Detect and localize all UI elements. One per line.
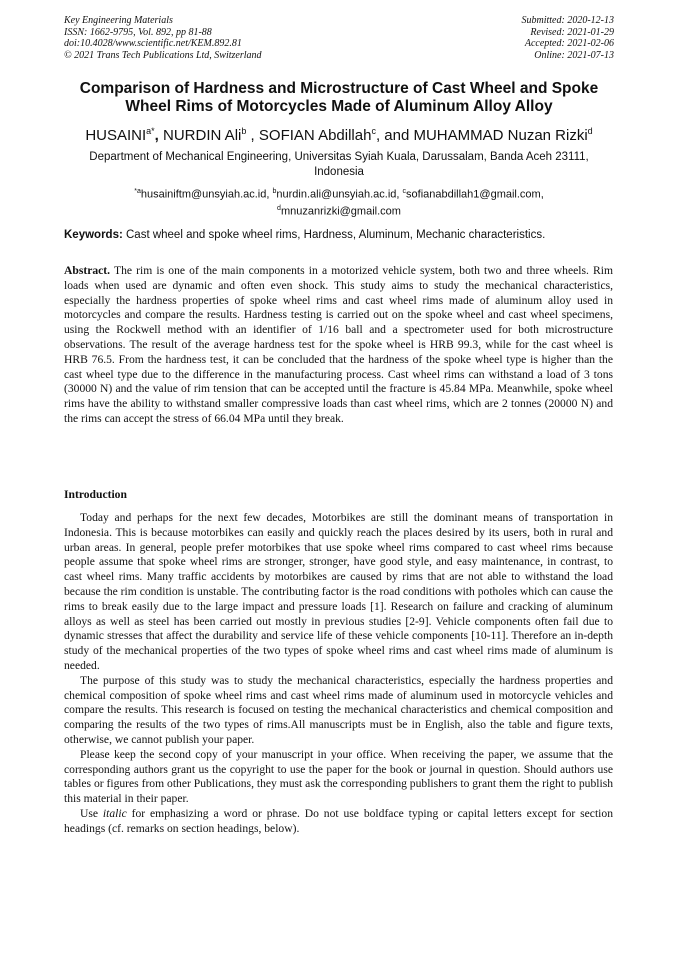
- email-link[interactable]: mnuzanrizki@gmail.com: [280, 205, 401, 218]
- email-mark: *a: [134, 188, 141, 195]
- introduction-body: [64, 511, 613, 837]
- keywords-text: Cast wheel and spoke wheel rims, Hardness, Aluminum, Mechanic characteristics.: [122, 229, 546, 241]
- paragraph: The purpose of this study was to study the mechanical characteristics, especially the hardness properties and chemical composition of spoke wheel rims and cast wheel rims made of aluminum used in motorcycle vehicles and compare the results. This research is focused on testing the mechanical characteristics and chemical composition and comparing the results of the two types of rims.All manuscripts must be in English, also the table and figure texts, otherwise, we cannot publish your paper.: [64, 673, 613, 746]
- author-name: SOFIAN Abdillah: [258, 127, 372, 144]
- email-link[interactable]: husainiftm@unsyiah.ac.id,: [140, 188, 273, 201]
- email-mark: c: [402, 188, 407, 195]
- author-affil-mark: a*: [146, 126, 155, 136]
- dates-header: [522, 15, 615, 61]
- paragraph: Please keep the second copy of your manuscript in your office. When receiving the paper, we assume that the corresponding authors grant us the copyright to use the paper for the book or journal in question. Should authors use tables or figures from other Publications, they must ask the corresponding publishers to grant them the right to publish this material in their paper.: [64, 747, 613, 806]
- abstract-text: The rim is one of the main components in a motorized vehicle system, both two and three wheels. Rim loads when used are dynamic and often even shock. This study aims to study the mechanical characteristics, especially the hardness properties of spoke wheel rims and cast wheel rims made of aluminum alloy used in motorcycles and compare the results. Hardness testing is carried out on the spoke wheel and cast wheel specimens, using the Rockwell method with an identifier of 1/16 ball and a spectrometer used for both microstructure observations. The result of the average hardness test for the spoke wheel is HRB 99.3, while for the cast wheel is HRB 76.5. From the hardness test, it can be concluded that the hardness of the spoke wheel type is higher than the cast wheel type due to the difference in the manufacturing process. Cast wheel rims can withstand a load of 3 tons (30000 N) and the value of rim tension that can be accepted until the fracture is 45.84 MPa. Meanwhile, spoke wheel rims have the ability to withstand smaller compressive loads than cast wheel rims, which are 2 tonnes (20000 N) and the rims can accept the stress of 66.04 MPa until they break.: [64, 264, 613, 425]
- submitted-date: Submitted: 2020-12-13: [521, 15, 614, 26]
- email-link[interactable]: nurdin.ali@unsyiah.ac.id,: [276, 188, 403, 201]
- author-affil-mark: d: [587, 126, 593, 136]
- email-mark: d: [277, 204, 281, 212]
- author-separator: ,: [154, 127, 164, 144]
- email-line: [60, 202, 618, 219]
- paragraph-text: for emphasizing a word or phrase. Do not use boldface typing or capital letters except for section headings (cf. remarks on section headings, below).: [64, 806, 613, 835]
- copyright-line: © 2021 Trans Tech Publications Ltd, Switzerland: [64, 49, 262, 61]
- online-date: Online: 2021-07-13: [534, 49, 614, 61]
- doi-line: doi:10.4028/www.scientific.net/KEM.892.81: [64, 38, 242, 49]
- email-line: [60, 185, 618, 202]
- author-name: NURDIN Ali: [163, 127, 242, 144]
- journal-name: Key Engineering Materials: [64, 15, 173, 26]
- paragraph: [64, 807, 613, 837]
- issn-line: ISSN: 1662-9795, Vol. 892, pp 81-88: [64, 26, 212, 38]
- email-link[interactable]: sofianabdillah1@gmail.com,: [406, 188, 544, 201]
- author-affil-mark: c: [371, 126, 376, 136]
- email-mark: b: [272, 188, 277, 195]
- title-line: Comparison of Hardness and Microstructure of Cast Wheel and Spoke: [79, 80, 599, 97]
- revised-date: Revised: 2021-01-29: [530, 26, 614, 38]
- accepted-date: Accepted: 2021-02-06: [524, 38, 614, 49]
- author-name: MUHAMMAD Nuzan Rizki: [413, 127, 588, 144]
- journal-header: [64, 15, 262, 61]
- section-heading-introduction: Introduction: [64, 488, 127, 501]
- keywords: [64, 228, 624, 243]
- affiliation: [60, 150, 618, 180]
- affiliation-line: Department of Mechanical Engineering, Universitas Syiah Kuala, Darussalam, Banda Aceh 23111,: [89, 151, 589, 163]
- author-name: HUSAINI: [85, 127, 147, 144]
- author-separator: , and: [375, 127, 414, 144]
- affiliation-line: Indonesia: [314, 166, 364, 178]
- abstract: [64, 264, 613, 427]
- keywords-label: Keywords:: [64, 229, 123, 241]
- paragraph: Today and perhaps for the next few decades, Motorbikes are still the dominant means of transportation in Indonesia. This is because motorbikes can easily and quickly reach the places desired by its users, both in rural and urban areas. In general, people prefer motorbikes that use spoke wheel rims compared to cast wheel rims because people assume that spoke wheel rims are stronger, stronger, have good style, and easy maintenance, in contrast, to cast wheel rims. Many traffic accidents by motorbikes are caused by rims that are not able to withstand the load because the rim condition is unstable. The contributing factor is the road conditions with potholes which can cause the rims to break easily due to the large impact and pressure loads [1]. Research on failure and cracking of aluminum alloys as well as steel has been carried out mostly in previous studies [2-9]. Vehicle components often fail due to dynamic stresses that affect the durability and service life of these vehicle components [10-11]. Therefore an in-depth study of the mechanical properties of the two types of spoke wheel rims and cast wheel rims made of aluminum is needed.: [64, 511, 613, 672]
- title-line: Wheel Rims of Motorcycles Made of Aluminum Alloy Alloy: [125, 98, 553, 115]
- abstract-label: Abstract.: [64, 264, 111, 277]
- author-separator: ,: [246, 127, 259, 144]
- paragraph-text: Use: [80, 806, 103, 820]
- paper-title: [40, 80, 638, 116]
- author-affil-mark: b: [241, 126, 247, 136]
- author-emails: [60, 185, 618, 218]
- italic-word: italic: [102, 806, 127, 820]
- author-list: [40, 122, 638, 145]
